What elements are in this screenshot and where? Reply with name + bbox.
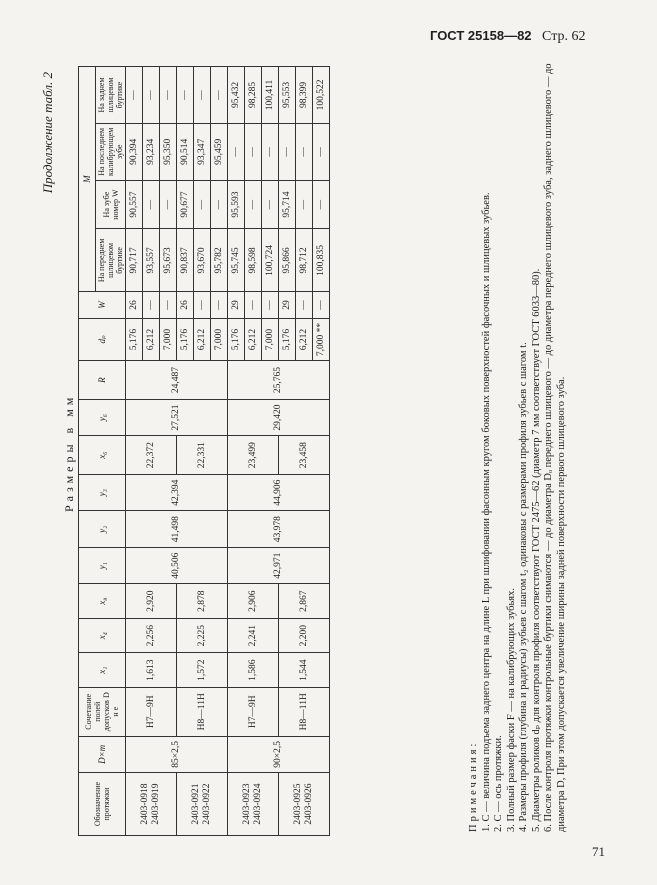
m-tooth-cell: — bbox=[211, 180, 228, 229]
notes-heading: Примечания: bbox=[468, 740, 479, 832]
y1-cell: 40,506 bbox=[126, 547, 228, 584]
x1-cell: 1,572 bbox=[177, 653, 228, 687]
m-rear-cell: 100,522 bbox=[313, 67, 330, 124]
fit-cell: H7—9H bbox=[228, 687, 279, 736]
table-row bbox=[228, 67, 245, 836]
m-front-cell: 95,673 bbox=[160, 229, 177, 292]
x8-cell: 2,920 bbox=[126, 584, 177, 618]
designation-cell: 2403-0918 2403-0919 bbox=[126, 773, 177, 836]
page-header bbox=[430, 28, 640, 45]
x6-cell: 23,499 bbox=[228, 436, 279, 475]
col-y3: y₃ bbox=[79, 474, 126, 511]
x1-cell: 1,586 bbox=[228, 653, 279, 687]
table-row bbox=[177, 67, 194, 836]
w-cell: 29 bbox=[228, 292, 245, 318]
m-front-cell: 98,598 bbox=[245, 229, 262, 292]
m-tooth-cell: 90,557 bbox=[126, 180, 143, 229]
x4-cell: 2,256 bbox=[126, 618, 177, 652]
x8-cell: 2,878 bbox=[177, 584, 228, 618]
w-cell: — bbox=[262, 292, 279, 318]
col-designation: Обозначение протяжки bbox=[79, 773, 126, 836]
m-rear-cell: — bbox=[177, 67, 194, 124]
x8-cell: 2,867 bbox=[279, 584, 330, 618]
page-number: 71 bbox=[592, 844, 605, 859]
x4-cell: 2,241 bbox=[228, 618, 279, 652]
dp-cell: 6,212 bbox=[245, 318, 262, 361]
m-back-cal-cell: 90,394 bbox=[126, 123, 143, 180]
m-rear-cell: 95,432 bbox=[228, 67, 245, 124]
r-cell: 24,487 bbox=[126, 361, 228, 400]
col-m-rear: На заднем шлицевом буртике bbox=[96, 67, 126, 124]
dp-cell: 6,212 bbox=[143, 318, 160, 361]
m-back-cal-cell: 93,347 bbox=[194, 123, 211, 180]
standard-number: ГОСТ 25158—82 bbox=[430, 28, 532, 43]
page-label: Стр. 62 bbox=[542, 29, 586, 44]
table-row bbox=[279, 67, 296, 836]
dp-cell: 5,176 bbox=[279, 318, 296, 361]
m-front-cell: 100,835 bbox=[313, 229, 330, 292]
x6-cell: 22,372 bbox=[126, 436, 177, 475]
m-back-cal-cell: — bbox=[296, 123, 313, 180]
x6-cell: 22,331 bbox=[177, 436, 228, 475]
dp-cell: 5,176 bbox=[228, 318, 245, 361]
m-front-cell: 93,557 bbox=[143, 229, 160, 292]
dp-cell: 6,212 bbox=[296, 318, 313, 361]
sizes-caption: Размеры в мм bbox=[62, 393, 76, 512]
y6-cell: 29,420 bbox=[228, 399, 330, 436]
fit-cell: H7—9H bbox=[126, 687, 177, 736]
m-front-cell: 98,712 bbox=[296, 229, 313, 292]
m-rear-cell: — bbox=[211, 67, 228, 124]
x6-cell: 23,458 bbox=[279, 436, 330, 475]
col-x6: x₆ bbox=[79, 436, 126, 475]
w-cell: — bbox=[313, 292, 330, 318]
designation-cell: 2403-0925 2403-0926 bbox=[279, 773, 330, 836]
m-front-cell: 100,724 bbox=[262, 229, 279, 292]
m-back-cal-cell: 95,350 bbox=[160, 123, 177, 180]
dp-cell: 7,000 bbox=[211, 318, 228, 361]
col-w: W bbox=[79, 292, 126, 318]
w-cell: — bbox=[296, 292, 313, 318]
m-tooth-cell: 90,677 bbox=[177, 180, 194, 229]
m-rear-cell: 98,399 bbox=[296, 67, 313, 124]
m-front-cell: 95,745 bbox=[228, 229, 245, 292]
m-tooth-cell: — bbox=[262, 180, 279, 229]
col-y1: y₁ bbox=[79, 547, 126, 584]
w-cell: 26 bbox=[126, 292, 143, 318]
m-tooth-cell: 95,593 bbox=[228, 180, 245, 229]
w-cell: — bbox=[245, 292, 262, 318]
m-tooth-cell: — bbox=[313, 180, 330, 229]
m-back-cal-cell: 95,459 bbox=[211, 123, 228, 180]
fit-cell: H8—11H bbox=[279, 687, 330, 736]
m-back-cal-cell: 90,514 bbox=[177, 123, 194, 180]
note-item: 3. Полный размер фаски F — на калибрующих зубьях. bbox=[505, 588, 517, 832]
m-front-cell: 93,670 bbox=[194, 229, 211, 292]
dp-cell: 7,000 bbox=[262, 318, 279, 361]
col-m-front: На переднем шлицевом буртике bbox=[96, 229, 126, 292]
notes-section bbox=[468, 62, 568, 832]
w-cell: — bbox=[143, 292, 160, 318]
y6-cell: 27,521 bbox=[126, 399, 228, 436]
col-y6: y₆ bbox=[79, 399, 126, 436]
dxm-cell: 90×2,5 bbox=[228, 736, 330, 773]
m-rear-cell: — bbox=[126, 67, 143, 124]
col-y2: y₂ bbox=[79, 511, 126, 548]
col-fit: Сочетание полей допусков D н е bbox=[79, 687, 126, 736]
note-item: 1. C — величина подъема заднего центра на длине L при шлифовании фасонным кругом боковых поверхностей фасочных и шлицевых зубьев. bbox=[480, 192, 492, 832]
col-m-back-cal: На последнем калибрующем зубе bbox=[96, 123, 126, 180]
r-cell: 25,765 bbox=[228, 361, 330, 400]
col-m: M bbox=[79, 67, 96, 292]
m-front-cell: 90,717 bbox=[126, 229, 143, 292]
x1-cell: 1,613 bbox=[126, 653, 177, 687]
m-tooth-cell: — bbox=[143, 180, 160, 229]
dp-cell: 7,000 bbox=[160, 318, 177, 361]
w-cell: — bbox=[194, 292, 211, 318]
col-dp: dₚ bbox=[79, 318, 126, 361]
dxm-cell: 85×2,5 bbox=[126, 736, 228, 773]
dimensions-table bbox=[78, 66, 330, 836]
col-r: R bbox=[79, 361, 126, 400]
designation-cell: 2403-0923 2403-0924 bbox=[228, 773, 279, 836]
w-cell: — bbox=[160, 292, 177, 318]
table-row bbox=[126, 67, 143, 836]
m-back-cal-cell: — bbox=[245, 123, 262, 180]
m-tooth-cell: 95,714 bbox=[279, 180, 296, 229]
m-back-cal-cell: — bbox=[279, 123, 296, 180]
m-back-cal-cell: — bbox=[228, 123, 245, 180]
table-continuation-title: Продолжение табл. 2 bbox=[40, 72, 55, 194]
note-item: 2. C — ось протяжки. bbox=[493, 735, 504, 832]
x4-cell: 2,200 bbox=[279, 618, 330, 652]
m-tooth-cell: — bbox=[296, 180, 313, 229]
fit-cell: H8—11H bbox=[177, 687, 228, 736]
w-cell: — bbox=[211, 292, 228, 318]
note-item: 6. После контроля протяжки контрольные буртики снимаются — до диаметра Dₒ переднего шлицевого — до диаметра переднего шлицевого зуба, заднего шлицевого — до диаметра D, При этом допускается увеличение ширины задней поверхности первого шлицевого зуба. bbox=[543, 63, 567, 832]
col-x1: x₁ bbox=[79, 653, 126, 687]
m-rear-cell: — bbox=[143, 67, 160, 124]
col-m-tooth: На зубе номер W bbox=[96, 180, 126, 229]
m-tooth-cell: — bbox=[194, 180, 211, 229]
dp-cell: 5,176 bbox=[126, 318, 143, 361]
x8-cell: 2,906 bbox=[228, 584, 279, 618]
table-body bbox=[126, 67, 330, 836]
x1-cell: 1,544 bbox=[279, 653, 330, 687]
m-tooth-cell: — bbox=[245, 180, 262, 229]
dp-cell: 5,176 bbox=[177, 318, 194, 361]
m-back-cal-cell: — bbox=[313, 123, 330, 180]
m-front-cell: 95,782 bbox=[211, 229, 228, 292]
y2-cell: 43,978 bbox=[228, 511, 330, 548]
dp-cell: 6,212 bbox=[194, 318, 211, 361]
y1-cell: 42,971 bbox=[228, 547, 330, 584]
note-item: 5. Диаметры роликов dₚ для контроля профиля соответствуют ГОСТ 2475—62 (диаметр 7 мм соответствует ГОСТ 6033—80). bbox=[530, 268, 542, 832]
y3-cell: 42,394 bbox=[126, 474, 228, 511]
m-front-cell: 90,837 bbox=[177, 229, 194, 292]
m-rear-cell: 100,411 bbox=[262, 67, 279, 124]
m-rear-cell: 95,553 bbox=[279, 67, 296, 124]
note-item: 4. Размеры профиля (глубина и радиусы) зубьев с шагом t₂ одинаковы с размерами профиля зубьев с шагом t. bbox=[518, 342, 529, 832]
m-back-cal-cell: 93,234 bbox=[143, 123, 160, 180]
m-front-cell: 95,866 bbox=[279, 229, 296, 292]
m-rear-cell: — bbox=[194, 67, 211, 124]
m-back-cal-cell: — bbox=[262, 123, 279, 180]
y3-cell: 44,906 bbox=[228, 474, 330, 511]
w-cell: 26 bbox=[177, 292, 194, 318]
y2-cell: 41,498 bbox=[126, 511, 228, 548]
designation-cell: 2403-0921 2403-0922 bbox=[177, 773, 228, 836]
w-cell: 29 bbox=[279, 292, 296, 318]
m-tooth-cell: — bbox=[160, 180, 177, 229]
m-rear-cell: 98,285 bbox=[245, 67, 262, 124]
rotated-content bbox=[40, 52, 620, 842]
col-dxm: D×m bbox=[79, 736, 126, 773]
x4-cell: 2,225 bbox=[177, 618, 228, 652]
dp-cell: 7,000 ** bbox=[313, 318, 330, 361]
m-rear-cell: — bbox=[160, 67, 177, 124]
col-x8: x₈ bbox=[79, 584, 126, 618]
col-x4: x₄ bbox=[79, 618, 126, 652]
